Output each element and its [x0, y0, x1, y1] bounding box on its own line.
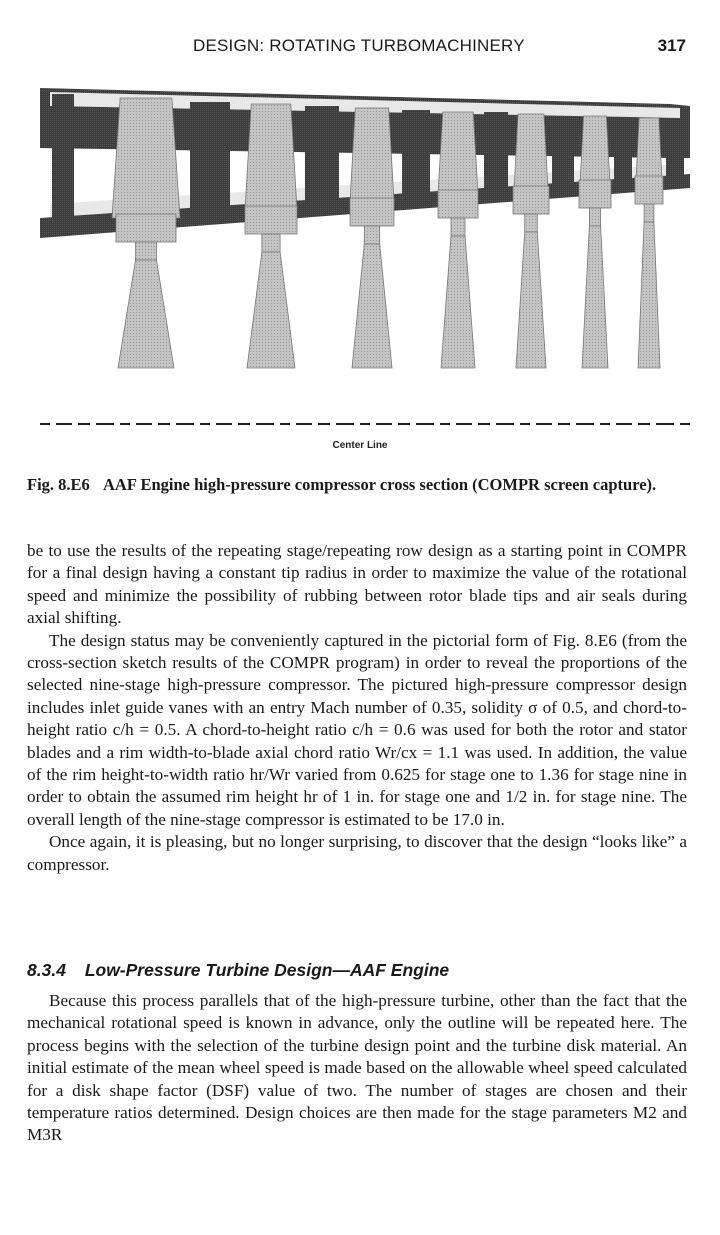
body-text-bottom [27, 990, 687, 1147]
disk-web [638, 222, 660, 368]
disk-rim [245, 206, 297, 234]
disk-web [118, 260, 174, 368]
paragraph-design-status: The design status may be conveniently captured in the pictorial form of Fig. 8.E6 (from the cross-section sketch results of the COMPR program) in order to reveal the proportions of the selected nine-stage high-pressure compressor. The pictured high-pressure compressor design includes inlet guide vanes with an entry Mach number of 0.35, solidity σ of 0.5, and chord-to-height ratio c/h = 0.5. A chord-to-height ratio c/h = 0.6 was used for both the rotor and stator blades and a rim width-to-blade axial chord ratio Wr/cx = 1.1 was used. In addition, the value of the rim height-to-width ratio hr/Wr varied from 0.625 for stage one to 1.36 for stage nine in order to obtain the assumed rim height hr of 1 in. for stage one and 1/2 in. for stage nine. The overall length of the nine-stage compressor is estimated to be 17.0 in. [27, 630, 687, 829]
rotor-blade [245, 104, 297, 210]
disk-neck [589, 208, 600, 226]
paragraph-continued: be to use the results of the repeating stage/repeating row design as a starting point in COMPR for a final design having a constant tip radius in order to maximize the value of the rotational speed and minimize the possibility of rubbing between rotor blade tips and air seals during axial shifting. [27, 541, 687, 628]
section-number: 8.3.4 [27, 960, 66, 980]
stator-vane [402, 110, 430, 198]
disk-rim [116, 214, 176, 242]
figure-caption [27, 474, 687, 496]
compressor-drawing [40, 78, 690, 468]
disk-rim [438, 190, 478, 218]
disk-web [352, 244, 392, 368]
rotor-blade [580, 116, 610, 184]
disk-neck [136, 242, 157, 260]
disk-neck [451, 218, 465, 236]
stator-vane [484, 112, 508, 192]
rotor-blade [350, 108, 394, 202]
figure-number: Fig. 8.E6 [27, 475, 90, 494]
disk-neck [262, 234, 280, 252]
figure-caption-text: AAF Engine high-pressure compressor cross section (COMPR screen capture). [103, 475, 657, 494]
disk-neck [525, 214, 538, 232]
compressor-cross-section-figure [40, 78, 690, 468]
disk-neck [364, 226, 379, 244]
rotor-blade [438, 112, 478, 194]
rotor-blade [514, 114, 548, 190]
disk-web [441, 236, 475, 368]
disk-rim [635, 176, 663, 204]
rotor-blade [112, 98, 180, 218]
stator-vane [52, 94, 74, 218]
stator-vane [305, 106, 339, 206]
disk-rim [579, 180, 611, 208]
stator-vane [666, 120, 684, 178]
page-header [0, 34, 720, 64]
stator-vane [552, 116, 574, 186]
center-line-label: Center Line [332, 440, 388, 451]
stator-vane [614, 118, 632, 182]
disk-rim [513, 186, 549, 214]
stator-vane [190, 102, 230, 212]
disk-rim [350, 198, 394, 226]
section-title: Low-Pressure Turbine Design—AAF Engine [84, 960, 450, 980]
section-heading [27, 960, 449, 981]
paragraph-looks-like: Once again, it is pleasing, but no longer surprising, to discover that the design “looks like” a compressor. [27, 832, 687, 874]
rotor-blade [636, 118, 662, 180]
body-text-top [27, 540, 687, 876]
disk-web [247, 252, 295, 368]
paragraph-lpt-process: Because this process parallels that of the high-pressure turbine, other than the fact that the mechanical rotational speed is known in advance, only the outline will be repeated here. The process begins with the selection of the turbine design point and the turbine disk material. An initial estimate of the mean wheel speed is made based on the allowable wheel speed calculated for a disk shape factor (DSF) value of two. The number of stages are chosen and their temperature ratios determined. Design choices are then made for the stage parameters M2 and M3R [27, 991, 687, 1145]
running-head: DESIGN: ROTATING TURBOMACHINERY [193, 36, 525, 55]
disk-web [516, 232, 546, 368]
disk-web [582, 226, 608, 368]
page-number: 317 [657, 36, 686, 55]
disk-neck [644, 204, 654, 222]
